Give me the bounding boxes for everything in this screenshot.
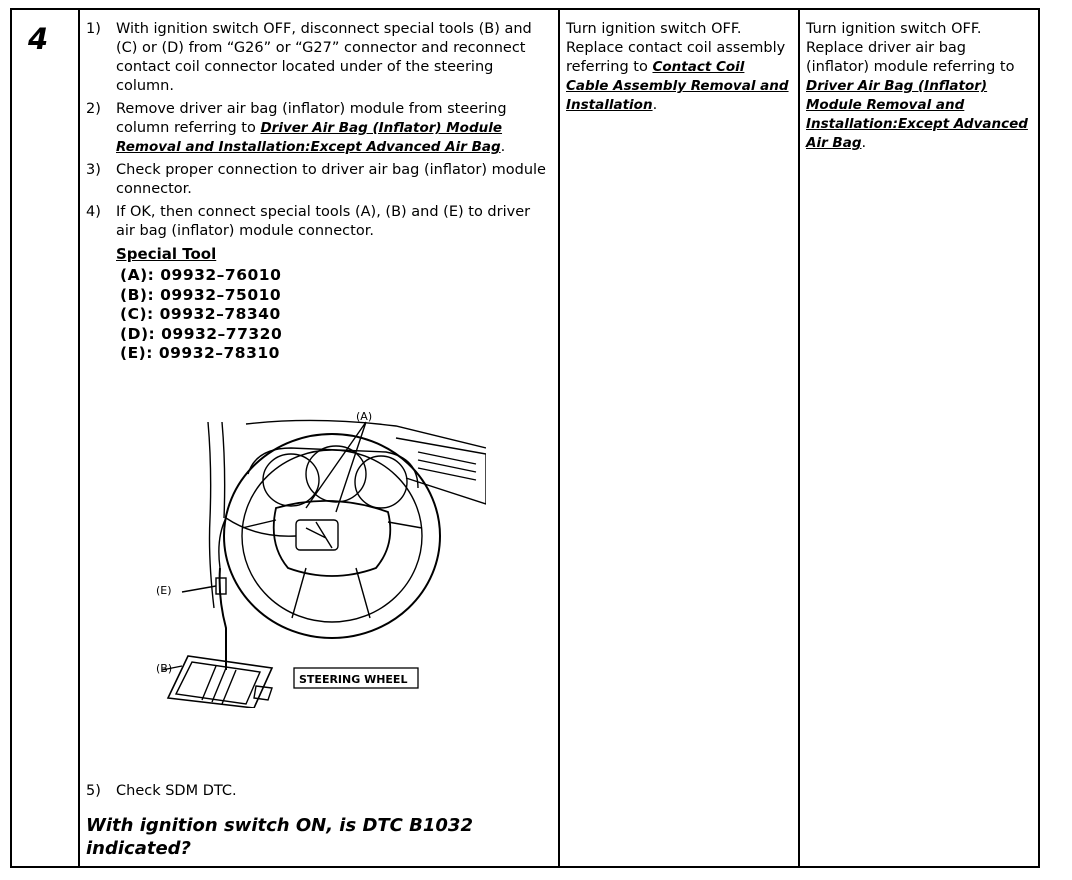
action-cell [80, 10, 560, 866]
step-item-text: If OK, then connect special tools (A), (B) and (E) to driver air bag (inflator) module connector. [116, 204, 531, 239]
wheel-spokes [242, 520, 422, 528]
no-action-content [806, 20, 1030, 153]
tool-cable [220, 568, 226, 670]
figure-label-steering-wheel: STEERING WHEEL [299, 673, 408, 686]
step-item-number: 2) [86, 101, 101, 117]
tool-b-panel [176, 662, 260, 704]
figure-label-b: (B) [156, 662, 173, 675]
step-item-text-suffix: . [500, 139, 506, 155]
step-item-number: 3) [86, 162, 101, 178]
step-item-number: 5) [86, 783, 101, 799]
special-tool-list [116, 266, 550, 364]
tool-e-connector [216, 578, 226, 594]
harness-wire [219, 518, 296, 568]
contact-coil-removal-link[interactable]: Contact Coil Cable Assembly Removal and Installation [566, 59, 789, 113]
step-item-text: Check proper connection to driver air bag (inflator) module connector. [116, 162, 546, 197]
no-action-text: Turn ignition switch OFF. Replace driver air bag (inflator) module referring to [806, 21, 1015, 75]
figure-label-a: (A) [356, 410, 373, 423]
wheel-rim-outer [224, 434, 440, 638]
step-item-5 [86, 782, 237, 801]
yes-action-suffix: . [652, 97, 658, 113]
yes-action-cell [560, 10, 800, 866]
special-tool-heading: Special Tool [116, 245, 217, 263]
connector-detail [306, 522, 332, 548]
dash-pillar-line-2 [222, 422, 225, 518]
no-action-cell [800, 10, 1038, 866]
step-item-text: With ignition switch OFF, disconnect special tools (B) and (C) or (D) from “G26” or “G27” connector and reconnect contact coil connector located under of the steering column. [116, 21, 532, 94]
step-list [86, 20, 550, 241]
special-tool-item: (A): 09932–76010 [120, 266, 282, 284]
yes-action-text: Turn ignition switch OFF. Replace contact coil assembly referring to [566, 21, 786, 75]
dash-top-line [246, 420, 486, 448]
figure-label-e: (E) [156, 584, 172, 597]
step-number: 4 [28, 22, 49, 56]
step-item-number: 1) [86, 21, 101, 37]
step-number-cell [12, 10, 80, 866]
wheel-hub [274, 501, 391, 576]
diagnostic-question: With ignition switch ON, is DTC B1032 indicated? [86, 815, 473, 859]
cluster-hood [248, 448, 418, 488]
step-item-number: 4) [86, 204, 101, 220]
action-content [86, 20, 550, 364]
special-tool-item: (B): 09932–75010 [120, 285, 282, 304]
gauge-left [263, 454, 319, 506]
driver-air-bag-removal-link-no[interactable]: Driver Air Bag (Inflator) Module Removal and Installation:Except Advanced Air Bag [806, 78, 1028, 151]
special-tool-item: (E): 09932–78310 [120, 344, 280, 362]
step-item-text: Remove driver air bag (inflator) module from steering column referring to [116, 101, 507, 136]
driver-air-bag-removal-link[interactable]: Driver Air Bag (Inflator) Module Removal and Installation:Except Advanced Air Bag [116, 120, 503, 155]
dash-pillar-line [208, 422, 214, 608]
special-tool-item: (D): 09932–77320 [120, 324, 283, 343]
yes-action-content [566, 20, 790, 115]
step-item-1 [86, 20, 550, 96]
special-tool-item: (C): 09932–78340 [120, 305, 281, 323]
step-item-3 [86, 161, 550, 199]
special-tool-block [86, 245, 550, 364]
troubleshooting-table [10, 8, 1040, 868]
wheel-rim-inner [242, 450, 422, 622]
steering-wheel-figure [156, 408, 486, 708]
pointer-e-line [182, 586, 216, 592]
step-item-4 [86, 203, 550, 241]
dash-vent-slats [418, 452, 476, 480]
step-item-text: Check SDM DTC. [116, 783, 237, 799]
step-item-2 [86, 100, 550, 157]
no-action-suffix: . [861, 135, 867, 151]
